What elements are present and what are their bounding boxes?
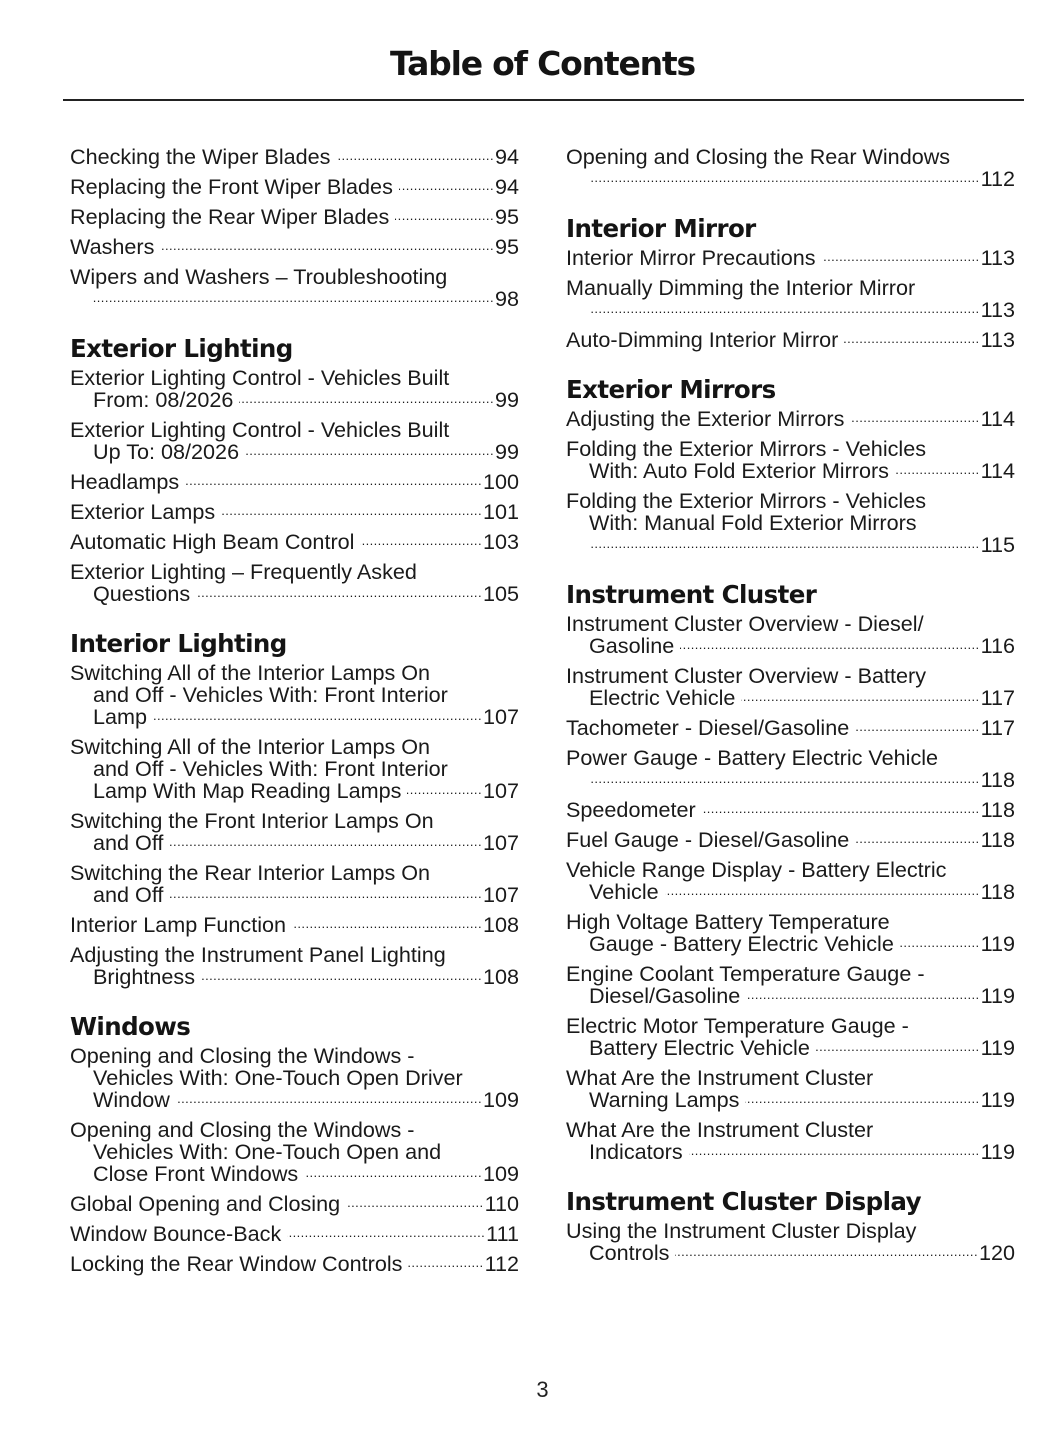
toc-entry-text: Fuel Gauge - Diesel/Gasoline <box>566 827 850 852</box>
toc-entry-text: Brightness <box>93 964 196 989</box>
toc-page-number[interactable]: 108 <box>482 912 519 937</box>
dot-leader <box>589 168 980 186</box>
dot-leader <box>407 780 482 798</box>
toc-entry[interactable] <box>70 367 519 411</box>
toc-page-number[interactable]: 101 <box>482 499 519 524</box>
dot-leader <box>185 471 482 489</box>
toc-page-number[interactable]: 107 <box>482 704 519 729</box>
toc-page-number[interactable]: 114 <box>980 458 1015 483</box>
toc-entry[interactable] <box>70 944 519 988</box>
toc-entry[interactable] <box>566 747 1015 791</box>
toc-entry-text: Window Bounce-Back <box>70 1221 282 1246</box>
section-heading: Windows <box>70 1012 191 1041</box>
toc-entry[interactable] <box>566 1015 1015 1059</box>
toc-entry-text: Locking the Rear Window Controls <box>70 1251 403 1276</box>
dot-leader <box>196 583 482 601</box>
toc-page-number[interactable]: 107 <box>482 778 519 803</box>
toc-page-number[interactable]: 108 <box>482 964 519 989</box>
toc-entry-text: Replacing the Rear Wiper Blades <box>70 204 390 229</box>
toc-page-number[interactable]: 112 <box>980 166 1015 191</box>
toc-entry-text: Vehicles With: One-Touch Open Driver <box>93 1065 463 1090</box>
toc-entry-text: Questions <box>93 581 191 606</box>
section-heading: Instrument Cluster Display <box>566 1187 921 1216</box>
section-heading: Interior Lighting <box>70 629 287 658</box>
toc-entry-text: Lamp <box>93 704 148 729</box>
toc-entry-text: Vehicle Range Display - Battery Electric <box>566 857 947 882</box>
toc-entry[interactable] <box>70 236 519 258</box>
toc-entry[interactable] <box>70 1045 519 1111</box>
toc-entry-text: Window <box>93 1087 170 1112</box>
dot-leader <box>689 1141 980 1159</box>
toc-entry[interactable] <box>70 501 519 523</box>
toc-entry-text: and Off - Vehicles With: Front Interior <box>93 756 448 781</box>
toc-page-number[interactable]: 100 <box>482 469 519 494</box>
toc-page-number[interactable]: 109 <box>482 1087 519 1112</box>
toc-entry[interactable] <box>70 1253 519 1275</box>
dot-leader <box>360 531 482 549</box>
toc-entry-text: With: Manual Fold Exterior Mirrors <box>589 510 917 535</box>
toc-entry-text: Adjusting the Exterior Mirrors <box>566 406 845 431</box>
dot-leader <box>589 534 980 552</box>
toc-entry-text: Up To: 08/2026 <box>93 439 240 464</box>
toc-entry-text: High Voltage Battery Temperature <box>566 909 890 934</box>
toc-entry[interactable] <box>70 810 519 854</box>
dot-leader <box>239 389 494 407</box>
toc-entry[interactable] <box>566 438 1015 482</box>
toc-page-number[interactable]: 94 <box>494 144 519 169</box>
toc-entry[interactable] <box>566 1067 1015 1111</box>
dot-leader <box>816 1037 980 1055</box>
toc-page-number[interactable]: 99 <box>494 439 519 464</box>
dot-leader <box>844 329 979 347</box>
toc-page-number[interactable]: 113 <box>980 297 1015 322</box>
dot-leader <box>589 769 980 787</box>
toc-entry-text: Switching the Rear Interior Lamps On <box>70 860 431 885</box>
toc-page-number[interactable]: 105 <box>482 581 519 606</box>
toc-entry-text: Warning Lamps <box>589 1087 740 1112</box>
toc-entry[interactable] <box>566 146 1015 190</box>
toc-page-number[interactable]: 99 <box>494 387 519 412</box>
toc-entry-text: Exterior Lamps <box>70 499 216 524</box>
page-title: Table of Contents <box>390 44 695 83</box>
dot-leader <box>287 1223 485 1241</box>
toc-page-number[interactable]: 95 <box>494 234 519 259</box>
dot-leader <box>346 1193 483 1211</box>
toc-entry[interactable] <box>70 206 519 228</box>
toc-entry[interactable] <box>70 1193 519 1215</box>
toc-page-number[interactable]: 118 <box>980 827 1015 852</box>
toc-entry-text: Checking the Wiper Blades <box>70 144 331 169</box>
toc-entry[interactable] <box>566 1119 1015 1163</box>
toc-entry-text: Adjusting the Instrument Panel Lighting <box>70 942 446 967</box>
section-heading: Exterior Lighting <box>70 334 293 363</box>
toc-page-number[interactable]: 113 <box>980 245 1015 270</box>
dot-leader <box>680 635 979 653</box>
toc-page-number[interactable]: 119 <box>980 983 1015 1008</box>
toc-entry-text: Switching All of the Interior Lamps On <box>70 660 431 685</box>
toc-page-number[interactable]: 116 <box>980 633 1015 658</box>
toc-entry-text: Vehicles With: One-Touch Open and <box>93 1139 442 1164</box>
toc-entry-text: Diesel/Gasoline <box>589 983 741 1008</box>
dot-leader <box>746 985 979 1003</box>
toc-entry-text: Washers <box>70 234 155 259</box>
toc-entry[interactable] <box>566 829 1015 851</box>
dot-leader <box>741 687 979 705</box>
toc-entry[interactable] <box>566 490 1015 556</box>
dot-leader <box>169 884 482 902</box>
dot-leader <box>395 206 494 224</box>
toc-entry[interactable] <box>566 911 1015 955</box>
section-heading: Instrument Cluster <box>566 580 817 609</box>
toc-entry-text: Wipers and Washers – Troubleshooting <box>70 264 448 289</box>
toc-entry[interactable] <box>566 277 1015 321</box>
toc-entry-text: Close Front Windows <box>93 1161 299 1186</box>
dot-leader <box>589 299 980 317</box>
toc-entry[interactable] <box>70 146 519 168</box>
toc-page-number[interactable]: 119 <box>980 1087 1015 1112</box>
dot-leader <box>221 501 482 519</box>
dot-leader <box>160 236 494 254</box>
toc-entry-text: Exterior Lighting Control - Vehicles Built <box>70 417 450 442</box>
toc-page-number[interactable]: 103 <box>482 529 519 554</box>
toc-page-number[interactable]: 117 <box>980 715 1015 740</box>
toc-page-number[interactable]: 112 <box>484 1251 519 1276</box>
toc-page-number[interactable]: 113 <box>980 327 1015 352</box>
toc-entry[interactable] <box>566 717 1015 739</box>
toc-page-number[interactable]: 94 <box>494 174 519 199</box>
toc-entry-text: Folding the Exterior Mirrors - Vehicles <box>566 436 927 461</box>
toc-entry-text: Switching the Front Interior Lamps On <box>70 808 434 833</box>
toc-page-number[interactable]: 119 <box>980 931 1015 956</box>
toc-entry[interactable] <box>566 799 1015 821</box>
dot-leader <box>304 1163 482 1181</box>
toc-entry-text: Using the Instrument Cluster Display <box>566 1218 917 1243</box>
dot-leader <box>153 706 482 724</box>
dot-leader <box>702 799 980 817</box>
toc-page-number[interactable]: 118 <box>980 879 1015 904</box>
toc-entry-text: Interior Mirror Precautions <box>566 245 816 270</box>
toc-entry[interactable] <box>70 662 519 728</box>
toc-entry-text: Opening and Closing the Windows - <box>70 1043 415 1068</box>
dot-leader <box>745 1089 979 1107</box>
toc-entry-text: Lamp With Map Reading Lamps <box>93 778 402 803</box>
toc-entry-text: Tachometer - Diesel/Gasoline <box>566 715 850 740</box>
toc-entry-text: Battery Electric Vehicle <box>589 1035 810 1060</box>
toc-entry-text: With: Auto Fold Exterior Mirrors <box>589 458 889 483</box>
toc-entry-text: Interior Lamp Function <box>70 912 287 937</box>
dot-leader <box>169 832 482 850</box>
toc-entry[interactable] <box>70 176 519 198</box>
toc-page-number[interactable]: 118 <box>980 797 1015 822</box>
dot-leader <box>292 914 482 932</box>
toc-entry[interactable] <box>566 1220 1015 1264</box>
toc-entry[interactable] <box>70 862 519 906</box>
toc-entry-text: Manually Dimming the Interior Mirror <box>566 275 916 300</box>
toc-right-column <box>566 146 1015 1272</box>
toc-entry-text: From: 08/2026 <box>93 387 234 412</box>
dot-leader <box>245 441 494 459</box>
toc-entry-text: Switching All of the Interior Lamps On <box>70 734 431 759</box>
toc-entry[interactable] <box>70 1119 519 1185</box>
toc-entry-text: and Off <box>93 882 164 907</box>
toc-entry-text: Headlamps <box>70 469 180 494</box>
toc-page-number[interactable]: 111 <box>486 1221 519 1246</box>
toc-page-number[interactable]: 115 <box>980 532 1015 557</box>
toc-page-number[interactable]: 98 <box>494 286 519 311</box>
toc-entry[interactable] <box>566 329 1015 351</box>
toc-page-number[interactable]: 110 <box>484 1191 519 1216</box>
toc-entry-text: Replacing the Front Wiper Blades <box>70 174 393 199</box>
dot-leader <box>408 1253 483 1271</box>
dot-leader <box>895 460 980 478</box>
dot-leader <box>201 966 482 984</box>
toc-page-number[interactable]: 107 <box>482 882 519 907</box>
toc-entry-text: Exterior Lighting Control - Vehicles Built <box>70 365 450 390</box>
toc-entry-text: Instrument Cluster Overview - Battery <box>566 663 926 688</box>
toc-entry-text: What Are the Instrument Cluster <box>566 1065 874 1090</box>
toc-page-number[interactable]: 107 <box>482 830 519 855</box>
toc-entry-text: Automatic High Beam Control <box>70 529 355 554</box>
dot-leader <box>850 408 979 426</box>
dot-leader <box>176 1089 482 1107</box>
toc-page-number[interactable]: 119 <box>980 1035 1015 1060</box>
section-heading: Exterior Mirrors <box>566 375 776 404</box>
dot-leader <box>675 1242 978 1260</box>
toc-entry-text: What Are the Instrument Cluster <box>566 1117 874 1142</box>
toc-entry-text: Gasoline <box>589 633 675 658</box>
toc-entry-text: Controls <box>589 1240 670 1265</box>
page-number: 3 <box>536 1377 549 1402</box>
toc-entry-text: and Off - Vehicles With: Front Interior <box>93 682 448 707</box>
dot-leader <box>399 176 494 194</box>
toc-entry-text: Exterior Lighting – Frequently Asked <box>70 559 417 584</box>
toc-page-number[interactable]: 95 <box>494 204 519 229</box>
toc-entry-text: Engine Coolant Temperature Gauge - <box>566 961 925 986</box>
toc-entry[interactable] <box>70 561 519 605</box>
toc-entry[interactable] <box>566 247 1015 269</box>
toc-entry-text: Speedometer <box>566 797 696 822</box>
toc-entry[interactable] <box>566 613 1015 657</box>
toc-entry-text: Electric Vehicle <box>589 685 736 710</box>
dot-leader <box>665 881 980 899</box>
toc-entry[interactable] <box>70 736 519 802</box>
toc-entry-text: Auto-Dimming Interior Mirror <box>566 327 839 352</box>
toc-entry[interactable] <box>70 266 519 310</box>
toc-entry-text: Folding the Exterior Mirrors - Vehicles <box>566 488 927 513</box>
toc-entry[interactable] <box>566 665 1015 709</box>
toc-entry-text: Opening and Closing the Windows - <box>70 1117 415 1142</box>
dot-leader <box>855 717 979 735</box>
dot-leader <box>93 288 494 306</box>
toc-entry-text: Vehicle <box>589 879 659 904</box>
dot-leader <box>900 933 980 951</box>
toc-entry-text: Electric Motor Temperature Gauge - <box>566 1013 909 1038</box>
dot-leader <box>822 247 980 265</box>
toc-entry[interactable] <box>566 408 1015 430</box>
toc-entry[interactable] <box>70 419 519 463</box>
toc-page-number[interactable]: 117 <box>980 685 1015 710</box>
toc-entry-text: and Off <box>93 830 164 855</box>
toc-page-number[interactable]: 119 <box>980 1139 1015 1164</box>
toc-entry[interactable] <box>70 531 519 553</box>
toc-left-column <box>70 146 519 1283</box>
toc-page-number[interactable]: 118 <box>980 767 1015 792</box>
dot-leader <box>855 829 979 847</box>
toc-entry[interactable] <box>70 471 519 493</box>
title-divider <box>63 99 1024 101</box>
toc-entry-text: Global Opening and Closing <box>70 1191 341 1216</box>
toc-entry-text: Instrument Cluster Overview - Diesel/ <box>566 611 924 636</box>
dot-leader <box>336 146 494 164</box>
toc-page-number[interactable]: 114 <box>980 406 1015 431</box>
toc-entry-text: Opening and Closing the Rear Windows <box>566 144 951 169</box>
toc-page-number[interactable]: 109 <box>482 1161 519 1186</box>
toc-entry[interactable] <box>566 859 1015 903</box>
toc-entry[interactable] <box>70 914 519 936</box>
toc-entry-text: Indicators <box>589 1139 683 1164</box>
section-heading: Interior Mirror <box>566 214 756 243</box>
toc-entry[interactable] <box>566 963 1015 1007</box>
toc-entry[interactable] <box>70 1223 519 1245</box>
toc-entry-text: Power Gauge - Battery Electric Vehicle <box>566 745 939 770</box>
toc-entry-text: Gauge - Battery Electric Vehicle <box>589 931 894 956</box>
toc-page-number[interactable]: 120 <box>978 1240 1015 1265</box>
